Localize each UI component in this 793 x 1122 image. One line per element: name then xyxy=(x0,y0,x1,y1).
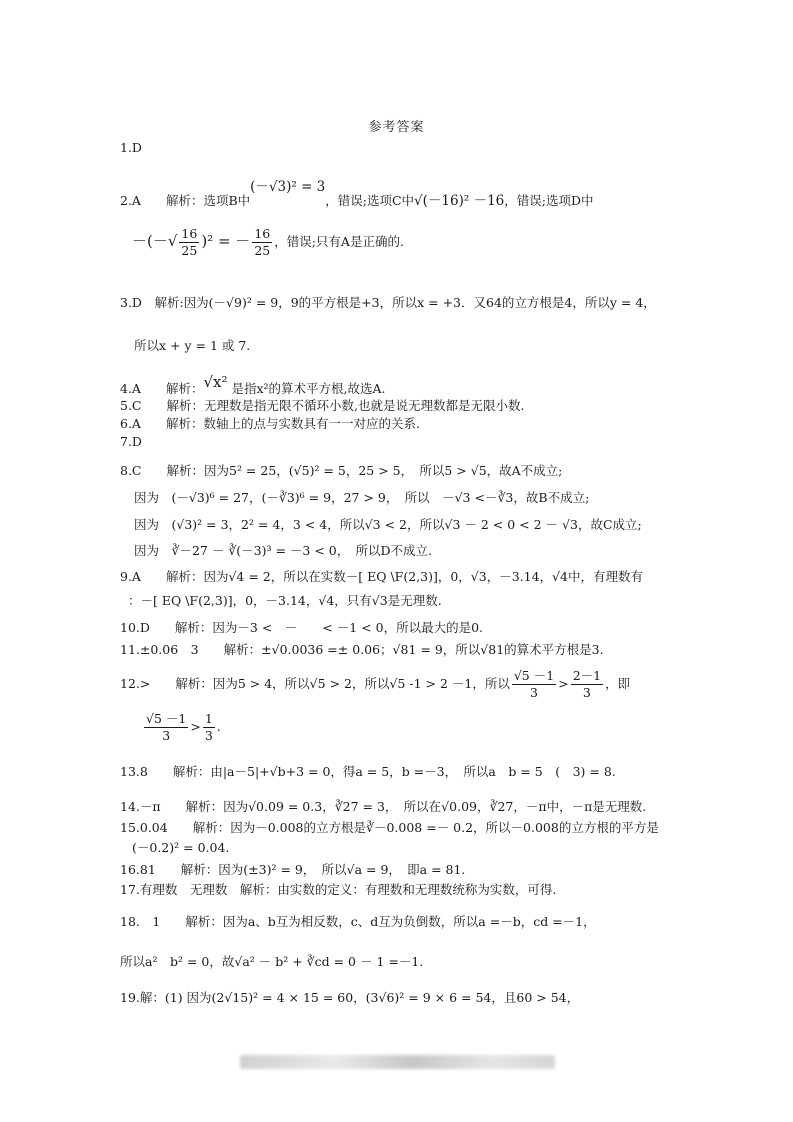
page-title: 参考答案 xyxy=(368,120,425,135)
answer-2-text-c: ，错误;选项D中 xyxy=(504,193,594,208)
answer-3-line2: 所以x + y = 1 或 7. xyxy=(134,338,251,353)
answer-8-line2: 因为 (－√3)⁶ = 27，(－∛3)⁶ = 9，27 > 9， 所以 －√3 <－∛3，故B不成立; xyxy=(134,490,590,505)
frac-numerator: 16 xyxy=(254,226,271,241)
answer-4-text-b: 是指x²的算术平方根,故选A. xyxy=(227,381,386,396)
answer-2-line1 xyxy=(120,179,594,209)
answer-2-text-b: ，错误;选项C中 xyxy=(325,193,415,208)
answer-2-d-frac1 xyxy=(179,226,199,259)
answer-12-text-b: ，即 xyxy=(605,676,631,691)
answer-2-math-b: (－√3)² = 3 xyxy=(250,179,326,195)
frac-denominator: 3 xyxy=(530,685,538,700)
answer-2-math-c: √(－16)² －16 xyxy=(414,193,505,209)
answer-12-post: . xyxy=(216,719,221,734)
answer-13: 13.8 解析：由|a－5|+√b+3 = 0，得a = 5，b =－3， 所以a b = 5 ( 3) = 8. xyxy=(120,764,616,779)
answer-2-d-frac2 xyxy=(252,226,272,259)
answer-12-gt2: > xyxy=(190,719,201,734)
answer-9-line1: 9.A 解析：因为√4 = 2，所以在实数－[ EQ \F(2,3)]，0，√3，－3.14，√4中，有理数有 xyxy=(120,569,643,584)
frac-denominator: 3 xyxy=(582,685,591,700)
answer-10: 10.D 解析：因为－3 < － < －1 < 0，所以最大的是0. xyxy=(120,620,484,635)
answer-16: 16.81 解析：因为(±3)² = 9， 所以√a = 9， 即a = 81. xyxy=(120,862,466,877)
answer-18-line1: 18. 1 解析：因为a、b互为相反数，c、d互为负倒数，所以a =－b，cd =－1， xyxy=(120,914,596,929)
frac-numerator: 2－1 xyxy=(572,668,602,683)
answer-12-line2 xyxy=(142,711,221,744)
answer-2-line2 xyxy=(132,226,404,259)
frac-numerator: √5 －1 xyxy=(513,668,555,683)
answer-1: 1.D xyxy=(120,140,142,155)
answer-18-line2: 所以a² b² = 0，故√a² － b² + ∛cd = 0 － 1 =－1. xyxy=(120,954,424,969)
answer-8-line1: 8.C 解析：因为5² = 25，(√5)² = 5，25 > 5， 所以5 > √5，故A不成立; xyxy=(120,463,563,478)
answer-12-frac2 xyxy=(571,668,603,701)
answer-4-text-a: 4.A 解析： xyxy=(120,381,204,396)
frac-denominator: 25 xyxy=(254,243,271,258)
answer-3-line1: 3.D 解析:因为(－√9)² = 9，9的平方根是+3，所以x = +3．又64的立方根是4，所以y = 4， xyxy=(120,295,656,310)
answer-14: 14.－π 解析：因为√0.09 = 0.3，∛27 = 3， 所以在√0.09，∛27，－π中，－π是无理数. xyxy=(120,799,647,814)
answer-12-frac3 xyxy=(144,711,188,744)
frac-numerator: 16 xyxy=(181,226,198,241)
answer-9-line2: ：－[ EQ \F(2,3)]，0，－3.14，√4，只有√3是无理数. xyxy=(128,593,442,608)
answer-8-line4: 因为 ∛－27 － ∛(－3)³ = －3 < 0， 所以D不成立. xyxy=(134,543,432,558)
answer-8-line3: 因为 (√3)² = 3，2² = 4，3 < 4，所以√3 < 2，所以√3 － 2 < 0 < 2 － √3，故C成立; xyxy=(134,517,642,532)
frac-denominator: 3 xyxy=(204,728,213,743)
frac-numerator: 1 xyxy=(204,711,213,726)
frac-denominator: 25 xyxy=(181,243,198,258)
answer-2-d-mid: )² = － xyxy=(201,232,251,250)
frac-numerator: √5 －1 xyxy=(146,711,187,726)
answer-15-line1: 15.0.04 解析：因为－0.008的立方根是∛－0.008 =－ 0.2，所以－0.008的立方根的平方是 xyxy=(120,820,659,835)
answer-5: 5.C 解析：无理数是指无限不循环小数,也就是说无理数都是无限小数. xyxy=(120,398,525,413)
answer-4 xyxy=(120,373,386,397)
answer-4-math: √x² xyxy=(203,373,228,391)
answer-12-frac4 xyxy=(203,711,215,744)
answer-2-d-post: ，错误;只有A是正确的. xyxy=(274,234,404,249)
answer-12-frac1 xyxy=(512,668,556,701)
answer-2-d-pre: －(－√ xyxy=(132,232,178,250)
answer-19-line1: 19.解：(1) 因为(2√15)² = 4 × 15 = 60，(3√6)² = 9 × 6 = 54，且60 > 54， xyxy=(120,990,580,1005)
frac-denominator: 3 xyxy=(162,728,171,743)
answer-12-text-a: 12.> 解析：因为5 > 4，所以√5 > 2，所以√5 -1 > 2 －1，所以 xyxy=(120,676,510,691)
answer-17: 17.有理数 无理数 解析：由实数的定义：有理数和无理数统称为实数，可得. xyxy=(120,882,557,897)
answer-11: 11.±0.06 3 解析：±√0.0036 =± 0.06；√81 = 9，所以√81的算术平方根是3. xyxy=(120,642,604,657)
answer-12-gt: > xyxy=(558,676,569,691)
answer-15-line2: (－0.2)² = 0.04. xyxy=(132,840,230,855)
blurred-watermark xyxy=(240,1055,555,1069)
answer-7: 7.D xyxy=(120,434,142,449)
answer-2-text-a: 2.A 解析：选项B中 xyxy=(120,193,251,208)
answer-6: 6.A 解析：数轴上的点与实数具有一一对应的关系. xyxy=(120,416,420,431)
answer-12-line1 xyxy=(120,668,630,701)
